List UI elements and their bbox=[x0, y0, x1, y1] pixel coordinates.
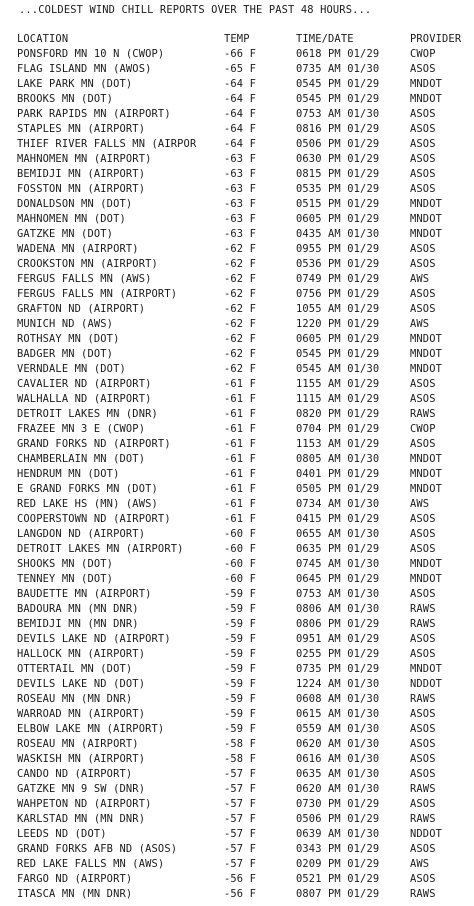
temp-cell: -59 F bbox=[224, 633, 257, 645]
temp-cell: -59 F bbox=[224, 618, 257, 630]
location-cell: RED LAKE HS (MN) (AWS) bbox=[17, 498, 158, 510]
table-row bbox=[17, 197, 472, 212]
location-cell: MUNICH ND (AWS) bbox=[17, 318, 114, 330]
location-cell: CROOKSTON MN (AIRPORT) bbox=[17, 258, 158, 270]
location-cell: DETROIT LAKES MN (AIRPORT) bbox=[17, 543, 184, 555]
table-row bbox=[17, 212, 472, 227]
datetime-cell: 0343 PM 01/29 bbox=[296, 843, 380, 855]
temp-cell: -57 F bbox=[224, 798, 257, 810]
location-column-header: LOCATION bbox=[17, 33, 69, 45]
table-row bbox=[17, 617, 472, 632]
temp-cell: -63 F bbox=[224, 183, 257, 195]
datetime-cell: 0616 AM 01/30 bbox=[296, 753, 380, 765]
location-cell: PARK RAPIDS MN (AIRPORT) bbox=[17, 108, 171, 120]
provider-cell: ASOS bbox=[410, 183, 436, 195]
provider-cell: MNDOT bbox=[410, 453, 443, 465]
table-row bbox=[17, 857, 472, 872]
datetime-cell: 1115 AM 01/29 bbox=[296, 393, 380, 405]
datetime-cell: 0655 AM 01/30 bbox=[296, 528, 380, 540]
temp-cell: -62 F bbox=[224, 363, 257, 375]
table-row bbox=[17, 62, 472, 77]
provider-cell: ASOS bbox=[410, 123, 436, 135]
provider-cell: ASOS bbox=[410, 168, 436, 180]
table-row bbox=[17, 872, 472, 887]
location-cell: PONSFORD MN 10 N (CWOP) bbox=[17, 48, 165, 60]
temp-cell: -61 F bbox=[224, 468, 257, 480]
provider-cell: NDDOT bbox=[410, 828, 443, 840]
datetime-cell: 0756 PM 01/29 bbox=[296, 288, 380, 300]
table-row bbox=[17, 482, 472, 497]
provider-cell: RAWS bbox=[410, 408, 436, 420]
temp-cell: -59 F bbox=[224, 693, 257, 705]
datetime-cell: 0209 PM 01/29 bbox=[296, 858, 380, 870]
datetime-cell: 0615 AM 01/30 bbox=[296, 708, 380, 720]
location-cell: VERNDALE MN (DOT) bbox=[17, 363, 126, 375]
provider-cell: ASOS bbox=[410, 243, 436, 255]
location-cell: CHAMBERLAIN MN (DOT) bbox=[17, 453, 146, 465]
table-row bbox=[17, 767, 472, 782]
temp-cell: -61 F bbox=[224, 378, 257, 390]
location-cell: LANGDON ND (AIRPORT) bbox=[17, 528, 146, 540]
datetime-cell: 0505 PM 01/29 bbox=[296, 483, 380, 495]
location-cell: ROSEAU MN (AIRPORT) bbox=[17, 738, 139, 750]
temp-cell: -59 F bbox=[224, 723, 257, 735]
temp-cell: -57 F bbox=[224, 828, 257, 840]
temp-cell: -59 F bbox=[224, 663, 257, 675]
table-row bbox=[17, 752, 472, 767]
table-row bbox=[17, 737, 472, 752]
datetime-cell: 0734 AM 01/30 bbox=[296, 498, 380, 510]
temp-cell: -57 F bbox=[224, 783, 257, 795]
datetime-cell: 0753 AM 01/30 bbox=[296, 588, 380, 600]
datetime-cell: 0816 PM 01/29 bbox=[296, 123, 380, 135]
temp-cell: -62 F bbox=[224, 333, 257, 345]
temp-cell: -60 F bbox=[224, 558, 257, 570]
provider-cell: ASOS bbox=[410, 768, 436, 780]
temp-cell: -61 F bbox=[224, 408, 257, 420]
table-row bbox=[17, 512, 472, 527]
temp-cell: -66 F bbox=[224, 48, 257, 60]
temp-cell: -62 F bbox=[224, 303, 257, 315]
provider-cell: MNDOT bbox=[410, 348, 443, 360]
temp-cell: -61 F bbox=[224, 483, 257, 495]
provider-cell: ASOS bbox=[410, 258, 436, 270]
table-row bbox=[17, 167, 472, 182]
location-cell: BEMIDJI MN (MN DNR) bbox=[17, 618, 139, 630]
provider-cell: AWS bbox=[410, 318, 430, 330]
table-row bbox=[17, 302, 472, 317]
table-row bbox=[17, 77, 472, 92]
datetime-cell: 0753 AM 01/30 bbox=[296, 108, 380, 120]
provider-cell: MNDOT bbox=[410, 333, 443, 345]
table-row bbox=[17, 842, 472, 857]
table-row bbox=[17, 362, 472, 377]
datetime-cell: 0730 PM 01/29 bbox=[296, 798, 380, 810]
provider-cell: ASOS bbox=[410, 288, 436, 300]
location-cell: BADOURA MN (MN DNR) bbox=[17, 603, 139, 615]
provider-cell: RAWS bbox=[410, 693, 436, 705]
location-cell: DONALDSON MN (DOT) bbox=[17, 198, 133, 210]
table-row bbox=[17, 527, 472, 542]
temp-cell: -58 F bbox=[224, 738, 257, 750]
table-row bbox=[17, 287, 472, 302]
temp-cell: -60 F bbox=[224, 573, 257, 585]
provider-cell: ASOS bbox=[410, 393, 436, 405]
provider-cell: ASOS bbox=[410, 873, 436, 885]
provider-cell: ASOS bbox=[410, 63, 436, 75]
table-row bbox=[17, 407, 472, 422]
provider-cell: MNDOT bbox=[410, 558, 443, 570]
location-cell: DETROIT LAKES MN (DNR) bbox=[17, 408, 158, 420]
temp-cell: -65 F bbox=[224, 63, 257, 75]
datetime-cell: 1055 AM 01/29 bbox=[296, 303, 380, 315]
provider-cell: ASOS bbox=[410, 303, 436, 315]
temp-cell: -59 F bbox=[224, 708, 257, 720]
table-row bbox=[17, 392, 472, 407]
datetime-cell: 0545 PM 01/29 bbox=[296, 93, 380, 105]
table-row bbox=[17, 422, 472, 437]
provider-cell: ASOS bbox=[410, 543, 436, 555]
table-row bbox=[17, 152, 472, 167]
table-row bbox=[17, 722, 472, 737]
table-row bbox=[17, 257, 472, 272]
table-row bbox=[17, 602, 472, 617]
table-row bbox=[17, 497, 472, 512]
provider-cell: MNDOT bbox=[410, 228, 443, 240]
provider-cell: RAWS bbox=[410, 618, 436, 630]
datetime-cell: 0951 AM 01/29 bbox=[296, 633, 380, 645]
temp-cell: -61 F bbox=[224, 513, 257, 525]
table-row bbox=[17, 827, 472, 842]
location-cell: CANDO ND (AIRPORT) bbox=[17, 768, 133, 780]
provider-cell: ASOS bbox=[410, 648, 436, 660]
datetime-cell: 0630 PM 01/29 bbox=[296, 153, 380, 165]
datetime-cell: 0401 PM 01/29 bbox=[296, 468, 380, 480]
datetime-cell: 0639 AM 01/30 bbox=[296, 828, 380, 840]
datetime-cell: 0635 PM 01/29 bbox=[296, 543, 380, 555]
table-row bbox=[17, 587, 472, 602]
temp-cell: -62 F bbox=[224, 348, 257, 360]
table-row bbox=[17, 662, 472, 677]
provider-cell: MNDOT bbox=[410, 78, 443, 90]
datetime-cell: 0635 AM 01/30 bbox=[296, 768, 380, 780]
provider-cell: MNDOT bbox=[410, 468, 443, 480]
temp-cell: -64 F bbox=[224, 123, 257, 135]
location-cell: E GRAND FORKS MN (DOT) bbox=[17, 483, 158, 495]
temp-cell: -57 F bbox=[224, 843, 257, 855]
temp-cell: -62 F bbox=[224, 318, 257, 330]
table-row bbox=[17, 242, 472, 257]
datetime-cell: 0255 PM 01/29 bbox=[296, 648, 380, 660]
provider-cell: ASOS bbox=[410, 378, 436, 390]
table-row bbox=[17, 272, 472, 287]
temp-cell: -59 F bbox=[224, 648, 257, 660]
datetime-cell: 0618 PM 01/29 bbox=[296, 48, 380, 60]
location-cell: MAHNOMEN MN (AIRPORT) bbox=[17, 153, 152, 165]
provider-cell: ASOS bbox=[410, 708, 436, 720]
temp-cell: -61 F bbox=[224, 453, 257, 465]
datetime-cell: 1224 AM 01/30 bbox=[296, 678, 380, 690]
datetime-cell: 0521 PM 01/29 bbox=[296, 873, 380, 885]
temp-cell: -59 F bbox=[224, 678, 257, 690]
provider-cell: RAWS bbox=[410, 813, 436, 825]
table-row bbox=[17, 677, 472, 692]
location-cell: GRAND FORKS AFB ND (ASOS) bbox=[17, 843, 178, 855]
provider-cell: ASOS bbox=[410, 798, 436, 810]
location-cell: GATZKE MN (DOT) bbox=[17, 228, 114, 240]
location-cell: FARGO ND (AIRPORT) bbox=[17, 873, 133, 885]
table-row bbox=[17, 347, 472, 362]
datetime-cell: 0955 PM 01/29 bbox=[296, 243, 380, 255]
location-cell: KARLSTAD MN (MN DNR) bbox=[17, 813, 146, 825]
provider-cell: MNDOT bbox=[410, 198, 443, 210]
location-cell: WASKISH MN (AIRPORT) bbox=[17, 753, 146, 765]
provider-cell: MNDOT bbox=[410, 483, 443, 495]
datetime-cell: 0506 PM 01/29 bbox=[296, 138, 380, 150]
provider-cell: ASOS bbox=[410, 843, 436, 855]
location-cell: BROOKS MN (DOT) bbox=[17, 93, 114, 105]
table-row bbox=[17, 122, 472, 137]
provider-cell: CWOP bbox=[410, 423, 436, 435]
table-row bbox=[17, 542, 472, 557]
temp-cell: -61 F bbox=[224, 438, 257, 450]
datetime-cell: 0820 PM 01/29 bbox=[296, 408, 380, 420]
provider-cell: AWS bbox=[410, 858, 430, 870]
datetime-cell: 0415 PM 01/29 bbox=[296, 513, 380, 525]
datetime-cell: 0435 AM 01/30 bbox=[296, 228, 380, 240]
table-row bbox=[17, 47, 472, 62]
provider-cell: MNDOT bbox=[410, 213, 443, 225]
location-cell: ELBOW LAKE MN (AIRPORT) bbox=[17, 723, 165, 735]
table-row bbox=[17, 182, 472, 197]
provider-cell: ASOS bbox=[410, 138, 436, 150]
provider-cell: ASOS bbox=[410, 633, 436, 645]
location-cell: DEVILS LAKE ND (DOT) bbox=[17, 678, 146, 690]
location-cell: CAVALIER ND (AIRPORT) bbox=[17, 378, 152, 390]
location-cell: WALHALLA ND (AIRPORT) bbox=[17, 393, 152, 405]
location-cell: THIEF RIVER FALLS MN (AIRPOR bbox=[17, 138, 197, 150]
location-cell: FLAG ISLAND MN (AWOS) bbox=[17, 63, 152, 75]
table-header bbox=[17, 32, 472, 47]
provider-cell: ASOS bbox=[410, 528, 436, 540]
location-cell: LAKE PARK MN (DOT) bbox=[17, 78, 133, 90]
datetime-cell: 0515 PM 01/29 bbox=[296, 198, 380, 210]
datetime-cell: 0545 AM 01/30 bbox=[296, 363, 380, 375]
provider-cell: AWS bbox=[410, 498, 430, 510]
datetime-cell: 0545 PM 01/29 bbox=[296, 78, 380, 90]
datetime-cell: 0745 AM 01/30 bbox=[296, 558, 380, 570]
datetime-cell: 0620 AM 01/30 bbox=[296, 738, 380, 750]
provider-cell: ASOS bbox=[410, 153, 436, 165]
temp-cell: -64 F bbox=[224, 93, 257, 105]
location-cell: TENNEY MN (DOT) bbox=[17, 573, 114, 585]
provider-cell: ASOS bbox=[410, 753, 436, 765]
temp-cell: -56 F bbox=[224, 888, 257, 900]
location-cell: FRAZEE MN 3 E (CWOP) bbox=[17, 423, 146, 435]
location-cell: FOSSTON MN (AIRPORT) bbox=[17, 183, 146, 195]
temp-cell: -62 F bbox=[224, 273, 257, 285]
provider-cell: MNDOT bbox=[410, 93, 443, 105]
temp-cell: -63 F bbox=[224, 168, 257, 180]
provider-cell: NDDOT bbox=[410, 678, 443, 690]
table-body bbox=[17, 47, 472, 902]
datetime-cell: 0806 PM 01/29 bbox=[296, 618, 380, 630]
datetime-cell: 0620 AM 01/30 bbox=[296, 783, 380, 795]
datetime-cell: 0608 AM 01/30 bbox=[296, 693, 380, 705]
provider-cell: ASOS bbox=[410, 723, 436, 735]
temp-cell: -60 F bbox=[224, 528, 257, 540]
temp-cell: -62 F bbox=[224, 288, 257, 300]
table-row bbox=[17, 782, 472, 797]
temp-cell: -63 F bbox=[224, 213, 257, 225]
table-row bbox=[17, 707, 472, 722]
temp-cell: -56 F bbox=[224, 873, 257, 885]
datetime-cell: 0815 PM 01/29 bbox=[296, 168, 380, 180]
location-cell: ITASCA MN (MN DNR) bbox=[17, 888, 133, 900]
datetime-cell: 0605 PM 01/29 bbox=[296, 213, 380, 225]
location-cell: FERGUS FALLS MN (AIRPORT) bbox=[17, 288, 178, 300]
datetime-cell: 0545 PM 01/29 bbox=[296, 348, 380, 360]
table-row bbox=[17, 647, 472, 662]
temp-cell: -59 F bbox=[224, 603, 257, 615]
datetime-cell: 0805 AM 01/30 bbox=[296, 453, 380, 465]
table-row bbox=[17, 227, 472, 242]
location-cell: GRAND FORKS ND (AIRPORT) bbox=[17, 438, 171, 450]
provider-cell: CWOP bbox=[410, 48, 436, 60]
temp-column-header: TEMP bbox=[224, 33, 250, 45]
table-row bbox=[17, 317, 472, 332]
provider-cell: MNDOT bbox=[410, 363, 443, 375]
datetime-cell: 0559 AM 01/30 bbox=[296, 723, 380, 735]
provider-column-header: PROVIDER bbox=[410, 33, 462, 45]
table-row bbox=[17, 632, 472, 647]
location-cell: ROSEAU MN (MN DNR) bbox=[17, 693, 133, 705]
datetime-cell: 0735 PM 01/29 bbox=[296, 663, 380, 675]
datetime-cell: 1220 PM 01/29 bbox=[296, 318, 380, 330]
temp-cell: -63 F bbox=[224, 153, 257, 165]
location-cell: MAHNOMEN MN (DOT) bbox=[17, 213, 126, 225]
temp-cell: -58 F bbox=[224, 753, 257, 765]
location-cell: BEMIDJI MN (AIRPORT) bbox=[17, 168, 146, 180]
location-cell: WARROAD MN (AIRPORT) bbox=[17, 708, 146, 720]
temp-cell: -62 F bbox=[224, 243, 257, 255]
table-row bbox=[17, 377, 472, 392]
table-row bbox=[17, 572, 472, 587]
location-cell: WAHPETON ND (AIRPORT) bbox=[17, 798, 152, 810]
provider-cell: RAWS bbox=[410, 783, 436, 795]
table-row bbox=[17, 107, 472, 122]
location-cell: LEEDS ND (DOT) bbox=[17, 828, 107, 840]
temp-cell: -57 F bbox=[224, 858, 257, 870]
location-cell: GATZKE MN 9 SW (DNR) bbox=[17, 783, 146, 795]
location-cell: HENDRUM MN (DOT) bbox=[17, 468, 120, 480]
temp-cell: -59 F bbox=[224, 588, 257, 600]
provider-cell: MNDOT bbox=[410, 663, 443, 675]
provider-cell: ASOS bbox=[410, 588, 436, 600]
provider-cell: RAWS bbox=[410, 603, 436, 615]
provider-cell: MNDOT bbox=[410, 573, 443, 585]
table-row bbox=[17, 452, 472, 467]
location-cell: RED LAKE FALLS MN (AWS) bbox=[17, 858, 165, 870]
report-title: ...COLDEST WIND CHILL REPORTS OVER THE PAST 48 HOURS... bbox=[19, 4, 372, 16]
location-cell: HALLOCK MN (AIRPORT) bbox=[17, 648, 146, 660]
location-cell: SHOOKS MN (DOT) bbox=[17, 558, 114, 570]
datetime-cell: 0536 PM 01/29 bbox=[296, 258, 380, 270]
temp-cell: -61 F bbox=[224, 498, 257, 510]
table-row bbox=[17, 92, 472, 107]
temp-cell: -62 F bbox=[224, 258, 257, 270]
temp-cell: -61 F bbox=[224, 393, 257, 405]
location-cell: OTTERTAIL MN (DOT) bbox=[17, 663, 133, 675]
location-cell: FERGUS FALLS MN (AWS) bbox=[17, 273, 152, 285]
location-cell: GRAFTON ND (AIRPORT) bbox=[17, 303, 146, 315]
datetime-cell: 0807 PM 01/29 bbox=[296, 888, 380, 900]
wind-chill-table bbox=[17, 32, 472, 902]
datetime-cell: 1153 AM 01/29 bbox=[296, 438, 380, 450]
provider-cell: ASOS bbox=[410, 108, 436, 120]
table-row bbox=[17, 467, 472, 482]
table-row bbox=[17, 332, 472, 347]
table-row bbox=[17, 797, 472, 812]
datetime-cell: 0535 PM 01/29 bbox=[296, 183, 380, 195]
table-row bbox=[17, 137, 472, 152]
temp-cell: -57 F bbox=[224, 768, 257, 780]
location-cell: BAUDETTE MN (AIRPORT) bbox=[17, 588, 152, 600]
datetime-cell: 0605 PM 01/29 bbox=[296, 333, 380, 345]
datetime-column-header: TIME/DATE bbox=[296, 33, 354, 45]
datetime-cell: 0506 PM 01/29 bbox=[296, 813, 380, 825]
temp-cell: -61 F bbox=[224, 423, 257, 435]
table-row bbox=[17, 437, 472, 452]
provider-cell: AWS bbox=[410, 273, 430, 285]
provider-cell: ASOS bbox=[410, 438, 436, 450]
datetime-cell: 0749 PM 01/29 bbox=[296, 273, 380, 285]
datetime-cell: 0704 PM 01/29 bbox=[296, 423, 380, 435]
temp-cell: -63 F bbox=[224, 198, 257, 210]
temp-cell: -60 F bbox=[224, 543, 257, 555]
location-cell: STAPLES MN (AIRPORT) bbox=[17, 123, 146, 135]
temp-cell: -64 F bbox=[224, 78, 257, 90]
datetime-cell: 0645 PM 01/29 bbox=[296, 573, 380, 585]
datetime-cell: 1155 AM 01/29 bbox=[296, 378, 380, 390]
table-row bbox=[17, 812, 472, 827]
datetime-cell: 0806 AM 01/30 bbox=[296, 603, 380, 615]
temp-cell: -64 F bbox=[224, 138, 257, 150]
location-cell: ROTHSAY MN (DOT) bbox=[17, 333, 120, 345]
datetime-cell: 0735 AM 01/30 bbox=[296, 63, 380, 75]
table-row bbox=[17, 692, 472, 707]
temp-cell: -57 F bbox=[224, 813, 257, 825]
temp-cell: -63 F bbox=[224, 228, 257, 240]
table-row bbox=[17, 557, 472, 572]
provider-cell: ASOS bbox=[410, 513, 436, 525]
provider-cell: ASOS bbox=[410, 738, 436, 750]
location-cell: COOPERSTOWN ND (AIRPORT) bbox=[17, 513, 171, 525]
location-cell: WADENA MN (AIRPORT) bbox=[17, 243, 139, 255]
table-row bbox=[17, 887, 472, 902]
provider-cell: RAWS bbox=[410, 888, 436, 900]
temp-cell: -64 F bbox=[224, 108, 257, 120]
location-cell: DEVILS LAKE ND (AIRPORT) bbox=[17, 633, 171, 645]
location-cell: BADGER MN (DOT) bbox=[17, 348, 114, 360]
